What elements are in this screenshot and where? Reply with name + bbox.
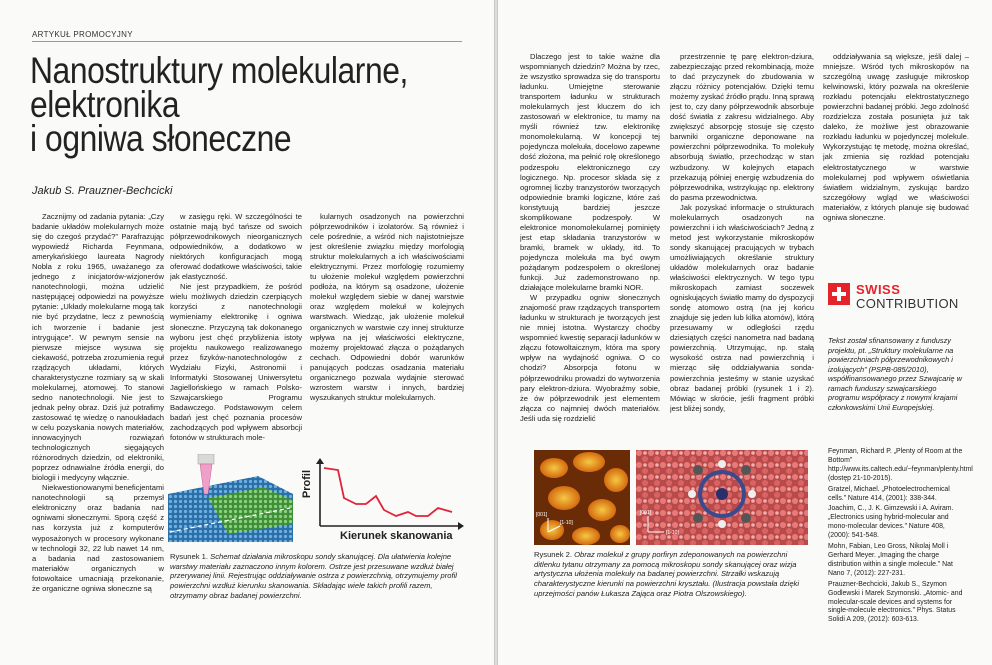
left-column-2: [170, 212, 302, 450]
right-page: [498, 0, 992, 665]
left-column-3: [310, 212, 464, 450]
figure-2-label: Rysunek 2.: [534, 550, 572, 559]
kicker-rule: [32, 41, 462, 42]
axis-label: [001]: [536, 512, 548, 518]
swiss-flag-icon: [828, 283, 850, 305]
reference: Feynman, Richard P. „Plenty of Room at the Bottom” http://www.its.caltech.edu/~feynman/plenty.html (dostęp 21-10-2015).: [828, 448, 973, 482]
paragraph: przestrzennie tę parę elektron-dziura, zabezpieczając przed rekombinacją, może to dać przyczynek do zbudowania w złączu różnicy potencjałów. Dzięki temu możemy zyskać źródło prądu. Inną sprawą jest to, czy dany półprzewodnik absorbuje dość światła z zakresu widzialnego. Aby zwiększyć absorpcję stosuje się często barwniki organiczne deponowane na powierzchni półprzewodnika. To molekuły absorbują światło, przechodząc w stan wzbudzony. W kolejnych etapach przekazują półniej energię wzbudzenia do półprzewodnika, wstrzykując np. elektrony do pasma przewodnictwa.: [670, 52, 814, 202]
molecule-visualization: [636, 450, 808, 545]
references: [828, 448, 973, 627]
paragraph: Nie jest przypadkiem, że pośród wielu możliwych dziedzin czerpiących korzyści z nanotechnologii wymieniamy elektronikę i ogniwa słoneczne. Przyczyną tak dokonanego wyboru jest chęć przybliżenia istoty projektu naukowego realizowanego przez fizyków-nanotechnologów z Wydziału Fizyki, Astronomii i Informatyki Stosowanej Uniwersytetu Jagiellońskiego w ramach Polsko-Szwajcarskiego Programu Badawczego. Podstawowym celem badań jest chęć poznania procesów zachodzących pod wpływem absorbcji fotonów w strukturach mole-: [170, 282, 302, 443]
article-title: [30, 50, 408, 159]
reference: Joachim, C., J. K. Gimzewski i A. Aviram. „Electronics using hybrid-molecular and mono-molecular devices.” Nature 408, (2000): 541-548.: [828, 505, 954, 540]
porphyrin-molecule: [688, 460, 756, 528]
reference: Gratzel, Michael. „Photoelectrochemical cells.” Nature 414, (2001): 338-344.: [828, 485, 950, 502]
figure-1-label: Rysunek 1.: [170, 552, 208, 561]
paragraph: Niekwestionowanymi beneficjentami nanotechnologii są przemysł elektroniczny oraz badania nad ogniwami słonecznymi. Sporą część z nas korzysta już z komputerów wyposażonych w procesory wykonane w technologii 32, 22 lub nawet 14 nm, a badania nad zastosowaniem materiałów organicznych w fotowoltaice umacniają przekonanie, że organiczne ogniwa słoneczne są: [32, 483, 164, 593]
paragraph: Jak pozyskać informacje o strukturach molekularnych osadzonych na powierzchni i ich właściwościach? Jedną z metod jest wykorzystanie mikroskopów sondy skanującej pracujących w trybach umożliwiających określanie struktury układów molekularnych oraz badanie właściwości elektrycznych. W tego typu mikroskopach zamiast soczewek ogniskujących światło mamy do dyspozycji sondę atomowo ostrą (na jej końcu znajduje się jeden lub kilka atomów), którą przesuwamy w odległości rzędu dziesiątych części nanometra nad badaną powierzchnią. Utrzymując, np. stałą wysokość ostrza nad powierzchnią i mierząc siłę oddziaływania sonda-powierzchnia jesteśmy w stanie uzyskać obraz badanej próbki (rysunek 1 i 2). Mówiąc w skrócie, jeśli fragment próbki jest bliżej sondy,: [670, 202, 814, 413]
axis-label: [1-10]: [666, 530, 679, 536]
reference: Mohn, Fabian, Leo Gross, Nikolaj Moll i Gerhard Meyer. „Imaging the charge distribution within a single molecule.” Nat Nano 7, (2012): 227-231.: [828, 543, 953, 577]
left-column-1: [32, 212, 164, 607]
stm-image: [534, 450, 630, 545]
funding-note: Tekst został sfinansowany z funduszy projektu, pt. „Struktury molekularne na powierzchniach półprzewodnikowych i izolujących” (PSPB-085/2010), współfinansowanego przez Szwajcarię w ramach funduszy szwajcarskiego programu współpracy z nowymi krajami członkowskimi Unii Europejskiej.: [828, 336, 962, 412]
paragraph: w zasięgu ręki. W szczególności te ostatnie mają być tańsze od swoich półprzewodnikowych nieorganicznych odpowiedników, a dodatkowo w niektórych konfiguracjach mogą oferować dodatkowe właściwości, takie jak elastyczność.: [170, 212, 302, 282]
right-column-1: [520, 52, 660, 444]
paragraph: Zacznijmy od zadania pytania: „Czy badanie układów molekularnych może się do czegoś przydać?” Parafrazując wypowiedź Richarda Feynmana, amerykańskiego laureata Nagrody Nobla z roku 1965, uważanego za jednego z inicjatorów-wizjonerów nanotechnologii, można udzielić następującej odpowiedzi na powyższe pytanie: „Układy molekularne mogą tak nie być przydatne, lecz z pewnością ich tworzenie i badanie jest intrygujące”. W pewnym sensie na pierwsze miejsce wysuwa się ciekawość, potrzeba zrozumienia reguł rządzących układami, których charakterystyczne rozmiary są w skali molekularnej, atomowej. To stanowi sedno nanotechnologii. Nie jest to jednak pełny obraz. Dziś już potrafimy zastosować tę wiedzę o nanoukładach w celu pozyskania nowych materiałów, innowacyjnych rozwiązań technologicznych sięgających różnorodnych dziedzin, od elektroniki, poprzez odnawialne źródła energii, do biologii i medycyny włącznie.: [32, 212, 164, 483]
axis-label: [001]: [640, 510, 652, 516]
right-column-2: [670, 52, 814, 444]
reference: Prauzner-Bechcicki, Jakub S., Szymon Godlewski i Marek Szymonski. „Atomic- and molecular-scale devices and systems for single-molecule electronics.” Phys. Status Solidi A 209, (2012): 603-613.: [828, 580, 963, 624]
author: Jakub S. Prauzner-Bechcicki: [32, 185, 173, 197]
figure-1-caption: [170, 552, 470, 601]
figure-1-text: Schemat działania mikroskopu sondy skanującej. Dla ułatwienia kolejne warstwy materiału zaznaczono innym kolorem. Ostrze jest przesuwane wzdłuż białej przerywanej linii. Rejestrując oddziaływanie ostrza z powierzchnią, otrzymujemy profil powierzchni wzdłuż kierunku skanowania. Składając wiele takich profili razem, otrzymamy obraz badanej powierzchni.: [170, 552, 457, 600]
paragraph: oddziaływania są większe, jeśli dalej – mniejsze. Wśród tych mikroskopów na szczególną uwagę zasługuje mikroskop kelwinowski, który pozwala na określenie rozkładu potencjału elektrostatycznego powierzchni badanej próbki. Jego zdolność rozdzielcza została posunięta już tak daleko, że możliwe jest obrazowanie rozkładu ładunku w pojedynczej molekule. Wykorzystując tę metodę, można określać, jak zmienia się rozkład potencjału elektrostatycznego w warstwie molekularnej pod wpływem oświetlania światłem widzialnym, zyskując bardzo szczegółowy wgląd we właściwości materiałów, z których planuje się budować ogniwa słoneczne.: [823, 52, 969, 222]
title-line-1: Nanostruktury molekularne,: [30, 50, 408, 91]
swiss-title: SWISS: [856, 282, 901, 297]
title-line-2: elektronika: [30, 84, 180, 125]
swiss-subtitle: CONTRIBUTION: [856, 296, 959, 311]
left-page: [0, 0, 494, 665]
right-column-3: [823, 52, 969, 267]
figure-2-caption: [534, 550, 804, 599]
paragraph: W przypadku ogniw słonecznych znajomość praw rządzących transportem ładunku w strukturach je tworzących jest nie mniej istotna. Wystarczy choćby wspomnieć kwestię separacji ładunków w złączu fotowoltaicznym, która ma spory wpływ na wydajność ogniwa. O co chodzi? Absorpcja fotonu w półprzewodniku prowadzi do wytworzenia pary elektron-dziura. Wyobraźmy sobie, że ów półprzewodnik jest elementem złącza co najmniej dwóch materiałów. Jeśli uda się rozdzielić: [520, 293, 660, 423]
graph-x-label: Kierunek skanowania: [340, 530, 453, 542]
title-line-3: i ogniwa słoneczne: [30, 118, 292, 159]
figure-2-text: Obraz molekuł z grupy porfiryn zdeponowanych na powierzchni ditlenku tytanu otrzymany za pomocą mikroskopu sondy skanującej oraz wizja artystyczna ułożenia molekuły na badanej powierzchni. Strzałki wskazują charakterystyczne kierunki na powierzchni kryształu. (Ilustracja powstała dzięki uprzejmości panów Łukasza Zająca oraz Piotra Olszowskiego).: [534, 550, 800, 598]
paragraph: Dlaczego jest to takie ważne dla wspomnianych dziedzin? Można by rzec, że wszystko sprowadza się do transportu ładunku. Umiejętne sterowanie transportem ładunku w strukturach molekularnych jest kluczem do ich zastosowań w elektronice, tu mamy na myśli również tzw. elektronikę monomolekularną. W koncepcji tej pojedyncza molekuła, docelowo zapewne dość złożona, ma pełnić rolę określonego podzespołu elektronicznego czy logicznego. Np. procesor składa się z ogromnej liczby tranzystorów tworzących odpowiednie bramki logiczne, które zaś konstytuują bardziej jeszcze skomplikowane podzespoły. W elektronice monomolekularnej pominięty jest etap składania tranzystorów w bramki, bramek w układy, itd. To pojedyncza molekuła ma być owym pożądanym podzespołem o określonej funkcji. Już zademonstrowano np. działające molekularne bramki NOR.: [520, 52, 660, 293]
graph-y-label: Profil: [301, 469, 314, 499]
axis-label: [1-10]: [560, 520, 573, 526]
paragraph: kularnych osadzonych na powierzchni półprzewodników i izolatorów. Są również i cele pośrednie, a wśród nich najistotniejsze jest określenie związku między morfologią struktur molekularnych a ich właściwościami elektrycznymi. Przez morfologię rozumiemy tu ułożenie molekuł względem powierzchni podłoża, na którym są osadzone, ułożenie molekuł względem siebie w danej warstwie oraz względem molekuł w kolejnych warstwach. Wiedząc, jak ułożenie molekuł organicznych w warstwie czy innej strukturze wpływa na jej właściwości elektryczne, możemy projektować złącza o pożądanych cechach. Odpowiedni dobór warunków panujących podczas osadzania materiału organicznego pozwala wydajnie sterować wzrostem warstw i innych, bardziej wyszukanych struktur molekularnych.: [310, 212, 464, 402]
kicker: ARTYKUŁ PROMOCYJNY: [32, 30, 133, 39]
afm-tip-illustration: [168, 454, 293, 542]
